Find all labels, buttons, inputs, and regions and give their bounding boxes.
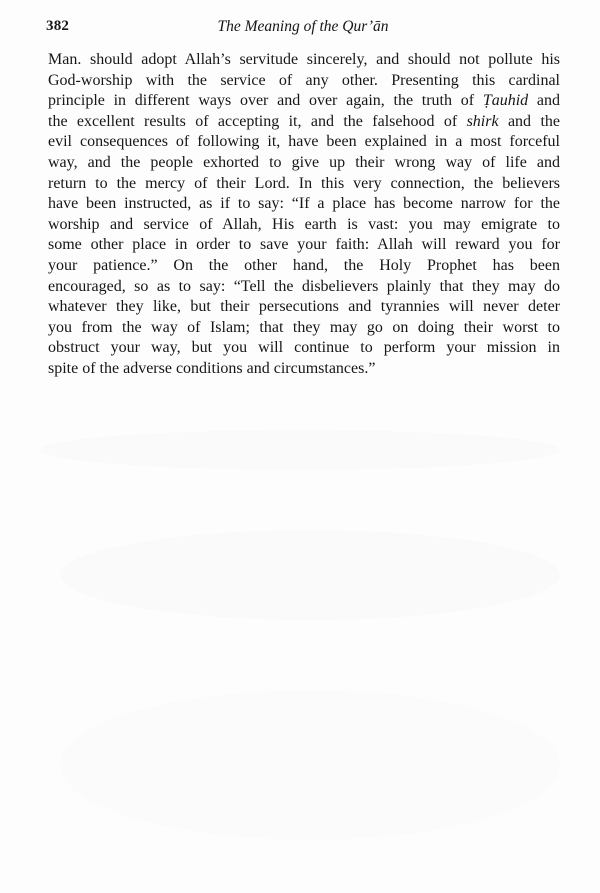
page-number: 382 [46, 18, 70, 34]
text-line [48, 91, 560, 112]
text-run: evil consequences of following it, have been explained in a most forceful [48, 133, 560, 151]
page-smudge [60, 530, 560, 620]
text-line [48, 50, 560, 71]
text-line [48, 318, 560, 339]
text-line [48, 174, 560, 195]
text-line [48, 297, 560, 318]
text-line [48, 153, 560, 174]
text-run: and the [498, 112, 560, 130]
page-smudge [60, 690, 560, 840]
text-line [48, 235, 560, 256]
text-line [48, 132, 560, 153]
text-line [48, 277, 560, 298]
page-smudge [40, 430, 560, 470]
running-title: The Meaning of the Qur’ān [217, 18, 389, 35]
text-line [48, 359, 560, 380]
text-run: some other place in order to save your faith: Allah will reward you for [48, 236, 560, 254]
text-line [48, 338, 560, 359]
text-run: your patience.” On the other hand, the Holy Prophet has been [48, 256, 560, 274]
text-run: principle in different ways over and over again, the truth of [48, 92, 483, 110]
text-line [48, 256, 560, 277]
italic-term: shirk [466, 112, 499, 130]
text-run: you from the way of Islam; that they may go on doing their worst to [48, 318, 560, 336]
text-run: obstruct your way, but you will continue to perform your mission in [48, 339, 560, 357]
text-run: Man. should adopt Allah’s servitude sincerely, and should not pollute his [48, 51, 560, 68]
text-line [48, 194, 560, 215]
text-run: and [528, 92, 560, 110]
text-line [48, 112, 560, 133]
page-header [46, 18, 560, 40]
text-run: way, and the people exhorted to give up their wrong way of life and [48, 153, 560, 171]
text-run: God-worship with the service of any other. Presenting this cardinal [48, 71, 560, 89]
text-run: spite of the adverse conditions and circumstances.” [48, 359, 376, 377]
text-line [48, 215, 560, 236]
text-run: whatever they like, but their persecutions and tyrannies will never deter [48, 298, 560, 316]
text-run: encouraged, so as to say: “Tell the disbelievers plainly that they may do [48, 277, 560, 295]
text-run: worship and service of Allah, His earth is vast: you may emigrate to [48, 215, 560, 233]
text-run: return to the mercy of their Lord. In this very connection, the believers [48, 174, 560, 192]
text-line [48, 71, 560, 92]
body-paragraph [48, 50, 560, 380]
text-run: the excellent results of accepting it, and the falsehood of [48, 112, 467, 130]
italic-term: Ṭauhid [482, 92, 529, 110]
text-run: have been instructed, as if to say: “If a place has become narrow for the [48, 195, 560, 213]
